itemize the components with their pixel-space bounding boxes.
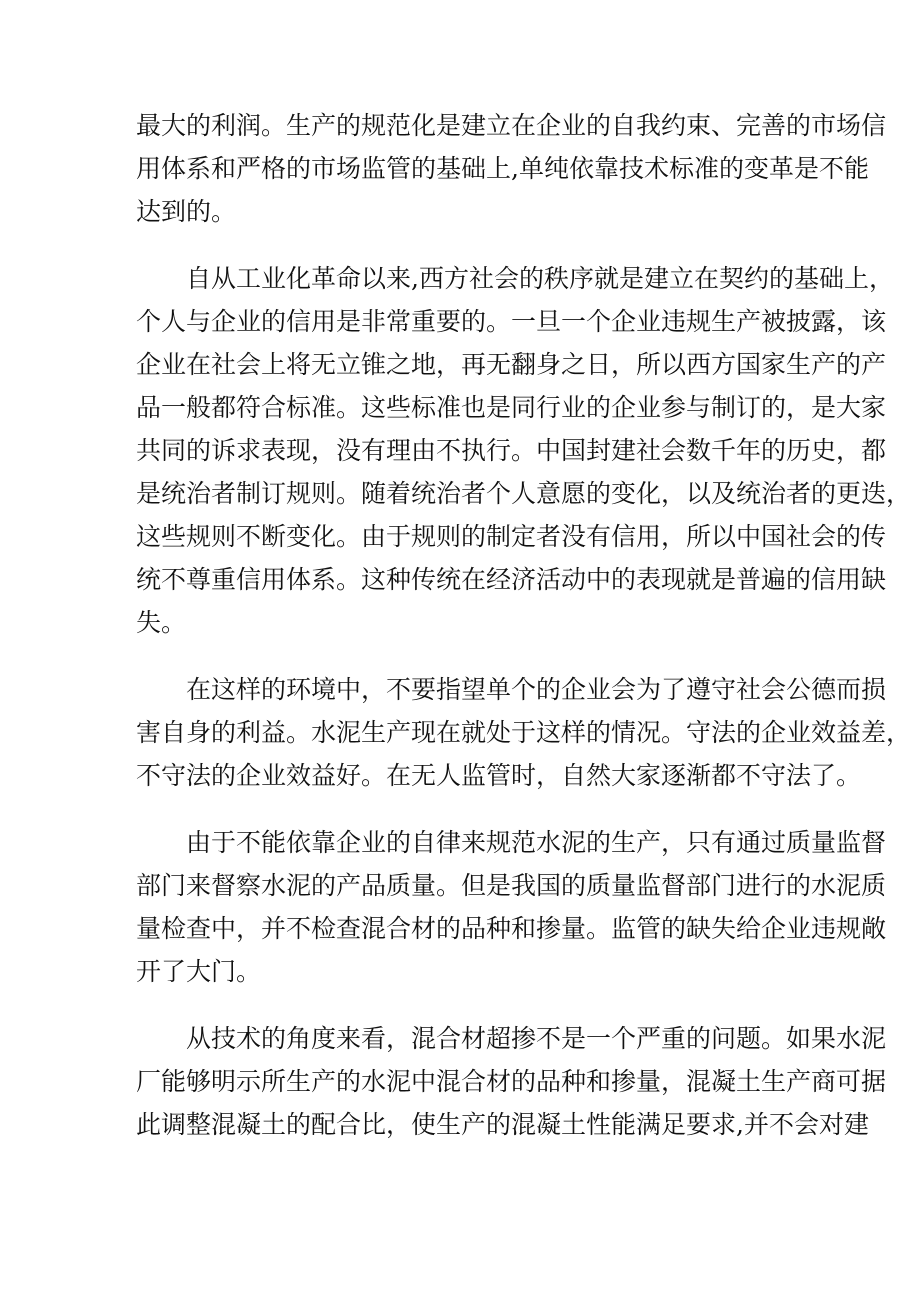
paragraph-4 [136, 821, 887, 993]
text-line: 在这样的环境中，不要指望单个的企业会为了遵守社会公德而损 [186, 675, 887, 704]
text-line: 用体系和严格的市场监管的基础上,单纯依靠技术标准的变革是不能 [136, 154, 869, 183]
text-line: 由于不能依靠企业的自律来规范水泥的生产，只有通过质量监督 [186, 828, 887, 857]
text-line: 统不尊重信用体系。这种传统在经济活动中的表现就是普遍的信用缺 [136, 565, 887, 594]
text-line: 此调整混凝土的配合比，使生产的混凝土性能满足要求,并不会对建 [136, 1110, 869, 1139]
text-line: 部门来督察水泥的产品质量。但是我国的质量监督部门进行的水泥质 [136, 871, 887, 900]
text-line: 共同的诉求表现，没有理由不执行。中国封建社会数千年的历史，都 [136, 436, 887, 465]
text-line: 品一般都符合标准。这些标准也是同行业的企业参与制订的，是大家 [136, 393, 887, 422]
paragraph-3 [136, 668, 912, 797]
body-text [136, 104, 912, 1170]
text-line: 失。 [136, 608, 187, 637]
text-line: 害自身的利益。水泥生产现在就处于这样的情况。守法的企业效益差， [136, 718, 912, 747]
text-line: 从技术的角度来看，混合材超掺不是一个严重的问题。如果水泥 [186, 1024, 887, 1053]
text-line: 自从工业化革命以来,西方社会的秩序就是建立在契约的基础上， [186, 264, 894, 293]
text-line: 个人与企业的信用是非常重要的。一旦一个企业违规生产被披露，该 [136, 307, 887, 336]
text-line: 最大的利润。生产的规范化是建立在企业的自我约束、完善的市场信 [136, 111, 887, 140]
text-line: 达到的。 [136, 197, 237, 226]
text-line: 这些规则不断变化。由于规则的制定者没有信用，所以中国社会的传 [136, 522, 887, 551]
text-line: 厂能够明示所生产的水泥中混合材的品种和掺量，混凝土生产商可据 [136, 1067, 887, 1096]
text-line: 不守法的企业效益好。在无人监管时，自然大家逐渐都不守法了。 [136, 761, 862, 790]
text-line: 量检查中，并不检查混合材的品种和掺量。监管的缺失给企业违规敞 [136, 914, 887, 943]
text-line: 开了大门。 [136, 957, 262, 986]
text-line: 企业在社会上将无立锥之地，再无翻身之日，所以西方国家生产的产 [136, 350, 887, 379]
paragraph-1 [136, 104, 887, 233]
paragraph-5 [136, 1017, 887, 1146]
text-line: 是统治者制订规则。随着统治者个人意愿的变化，以及统治者的更迭， [136, 479, 912, 508]
paragraph-2 [136, 257, 912, 644]
